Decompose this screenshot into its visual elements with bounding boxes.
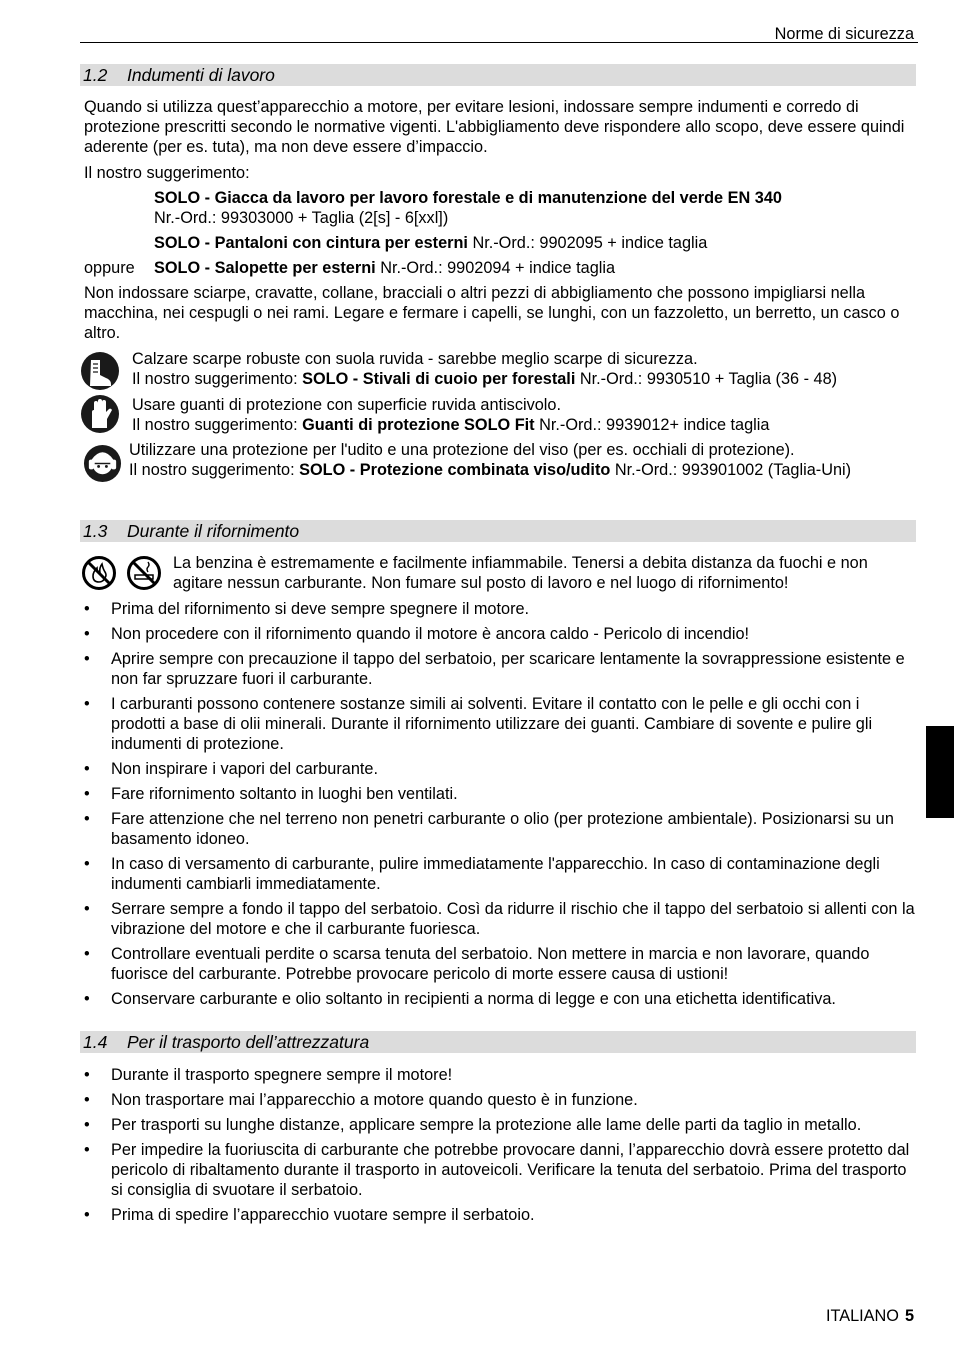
ear-name: SOLO - Protezione combinata viso/udito [299,461,611,479]
jacket-name: SOLO - Giacca da lavoro per lavoro forestale e di manutenzione del verde EN 340 [154,189,782,207]
page-header [80,22,918,43]
list-item: • Aprire sempre con precauzione il tappo del serbatoio, per scaricare lentamente la sovrappressione esistente e non far spruzzare fuori il carburante. [84,649,916,689]
no-open-flame-icon [81,555,117,591]
boots-order: Nr.-Ord.: 9930510 + Taglia (36 - 48) [575,370,838,388]
boots-line1: Calzare scarpe robuste con suola ruvida - sarebbe meglio scarpe di sicurezza. [132,350,698,368]
boots-suggest: Il nostro suggerimento: [132,370,303,388]
gloves-icon [80,394,120,434]
header-title: Norme di sicurezza [774,25,914,43]
trousers-name: SOLO - Pantaloni con cintura per esterni [154,234,468,252]
boots-name: SOLO - Stivali di cuoio per forestali [302,370,576,388]
list-item: • Fare rifornimento soltanto in luoghi ben ventilati. [84,784,916,804]
section-title: Indumenti di lavoro [127,65,275,85]
page-number: 5 [904,1307,914,1325]
ear-face-protection-icon [83,444,122,483]
jacket-order: Nr.-Ord.: 99303000 + Taglia (2[s] - 6[xxl]) [154,209,449,227]
page-footer [826,1306,914,1326]
list-item: • Prima del rifornimento si deve sempre spegnere il motore. [84,599,916,619]
section-number: 1.3 [83,521,108,541]
ear-face-text [129,440,899,480]
boots-text [132,349,922,389]
overalls-order: Nr.-Ord.: 9902094 + indice taglia [375,259,616,277]
ear-order: Nr.-Ord.: 993901002 (Taglia-Uni) [610,461,852,479]
overalls-name: SOLO - Salopette per esterni [154,259,376,277]
section-heading-1-3 [80,520,916,542]
gloves-order: Nr.-Ord.: 9939012+ indice taglia [534,416,770,434]
list-item: • Prima di spedire l’apparecchio vuotare sempre il serbatoio. [84,1205,916,1225]
list-item: • Conservare carburante e olio soltanto in recipienti a norma di legge e con una etichetta identificativa. [84,989,916,1009]
list-item: • Per trasporti su lunghe distanze, applicare sempre la protezione alle lame delle parti da taglio in metallo. [84,1115,916,1135]
gloves-suggest: Il nostro suggerimento: [132,416,303,434]
list-item: • Non inspirare i vapori del carburante. [84,759,916,779]
clothing-intro: Quando si utilizza quest’apparecchio a motore, per evitare lesioni, indossare sempre indumenti e corredo di protezione prescritti secondo le normative vigenti. L'abbigliamento deve rispondere allo scopo, deve essere quindi aderente (per es. tuta), ma non deve essere d’impaccio. [84,98,905,156]
ear-suggest: Il nostro suggerimento: [129,461,300,479]
trousers-order: Nr.-Ord.: 9902095 + indice taglia [467,234,708,252]
section-title: Durante il rifornimento [127,521,300,541]
ear-line1: Utilizzare una protezione per l'udito e una protezione del viso (per es. occhiali di protezione). [129,441,795,459]
footer-language: ITALIANO [825,1307,899,1325]
list-item: • Per impedire la fuoriuscita di carburante che potrebbe provocare danni, l’apparecchio dovrà essere protetto dal pericolo di ribaltamento durante il trasporto in autoveicoli. Verificare la tenuta del serbatoio. Prima del trasporto si consiglia di svuotare il serbatoio. [84,1140,916,1200]
oppure-label: oppure [84,259,135,277]
gloves-text [132,395,922,435]
transport-bullet-list [84,1065,916,1230]
boots-icon [80,351,120,391]
no-smoking-icon [126,555,162,591]
list-item: • Controllare eventuali perdite o scarsa tenuta del serbatoio. Non mettere in marcia e non lavorare, quando fuorisce del carburante. Potrebbe provocare pericolo di morte essere causa di ustioni! [84,944,916,984]
gloves-name: Guanti di protezione SOLO Fit [302,416,535,434]
list-item: • Durante il trasporto spegnere sempre il motore! [84,1065,916,1085]
list-item: • Non trasportare mai l’apparecchio a motore quando questo è in funzione. [84,1090,916,1110]
language-tab-marker [926,726,954,818]
suggestion-overalls [154,258,914,278]
section-heading-1-2 [80,64,916,86]
gloves-line1: Usare guanti di protezione con superficie ruvida antiscivolo. [132,396,561,414]
section-heading-1-4 [80,1031,916,1053]
fuel-intro: La benzina è estremamente e facilmente infiammabile. Tenersi a debita distanza da fuochi e non agitare nessun carburante. Non fumare sul posto di lavoro e nel luogo di rifornimento! [173,554,868,592]
section-number: 1.2 [83,65,108,85]
list-item: • Serrare sempre a fondo il tappo del serbatoio. Così da ridurre il rischio che il tappo del serbatoio si allenti con la vibrazione del motore e che il carburante fuoriesca. [84,899,916,939]
clothing-warning: Non indossare sciarpe, cravatte, collane, bracciali o altri pezzi di abbigliamento che possono impigliarsi nella macchina, nei cespugli o nei rami. Legare e fermare i capelli, se lunghi, con un fazzoletto, un berretto, un casco o altro. [84,284,900,342]
section-number: 1.4 [83,1032,108,1052]
refuel-bullet-list [84,599,916,1014]
list-item: • I carburanti possono contenere sostanze simili ai solventi. Evitare il contatto con le pelle e gli occhi con i prodotti a base di olii minerali. Durante il rifornimento utilizzare dei guanti. Cambiare di sovente e pulire gli indumenti di protezione. [84,694,916,754]
list-item: • In caso di versamento di carburante, pulire immediatamente l'apparecchio. In caso di contaminazione degli indumenti cambiarli immediatamente. [84,854,916,894]
list-item: • Non procedere con il rifornimento quando il motore è ancora caldo - Pericolo di incendio! [84,624,916,644]
list-item: • Fare attenzione che nel terreno non penetri carburante o olio (per protezione ambientale). Posizionarsi su un basamento idoneo. [84,809,916,849]
suggestion-label: Il nostro suggerimento: [84,164,250,182]
suggestion-jacket [154,188,914,228]
section-title: Per il trasporto dell’attrezzatura [127,1032,370,1052]
suggestion-trousers [154,233,914,253]
